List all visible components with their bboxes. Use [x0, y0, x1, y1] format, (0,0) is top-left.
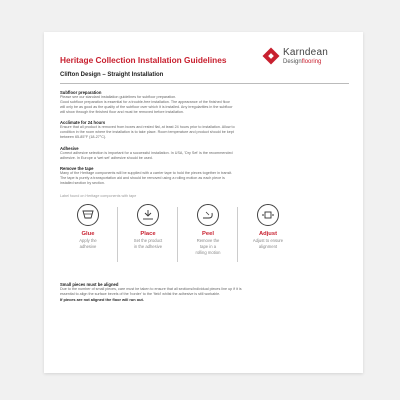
divider: [60, 83, 349, 84]
step-peel: [184, 204, 232, 255]
step-label: Place: [140, 231, 156, 237]
step-desc: alignment: [258, 244, 278, 249]
section-remove-tape: [60, 166, 352, 186]
section-heading: Subfloor preparation: [60, 90, 102, 95]
warning-text: If pieces are not aligned the floor will run out.: [60, 296, 144, 302]
section-line: The tape is purely a transportation aid and should be removed using a rolling motion as each piece is: [60, 175, 225, 180]
section-line: between 65-85°F (18-27°C).: [60, 134, 107, 139]
step-divider: [117, 207, 118, 262]
section-line: Correct adhesive selection is important for a successful installation. In USA, 'Dry Set' is the recommended: [60, 151, 233, 155]
section-heading: Adhesive: [60, 146, 79, 151]
section-line: condition in the room where the installation is to take place. Room temperature and product should be kept: [60, 129, 234, 134]
section-line: installed section by section.: [60, 180, 105, 185]
section-subfloor: [60, 90, 352, 115]
step-desc: Apply the: [79, 238, 97, 243]
section-heading: Remove the tape: [60, 166, 94, 171]
section-adhesive: [60, 146, 352, 161]
step-label: Glue: [81, 231, 95, 237]
tape-label-steps: [64, 204, 304, 274]
section-heading: Small pieces must be aligned: [60, 282, 119, 287]
logo-diamond-icon: [262, 47, 280, 65]
place-icon: [137, 204, 159, 226]
page-title: Heritage Collection Installation Guidelines: [60, 55, 227, 65]
section-heading: Acclimate for 24 hours: [60, 120, 106, 125]
section-line: Good subfloor preparation is essential for a trouble-free installation. The appearance of the finished floor: [60, 99, 230, 104]
section-line: essential to align the surface bevels of the 'border' to the 'field' whilst the adhesive is still workable.: [60, 291, 221, 296]
step-place: [124, 204, 172, 249]
step-divider: [237, 207, 238, 262]
step-divider: [177, 207, 178, 262]
section-line: Many of the Heritage components will be supplied with a carrier tape to hold the pieces together in transit.: [60, 171, 233, 175]
step-label: Peel: [202, 231, 214, 237]
section-line: will only be as good as the quality of the subfloor over which it is installed. Any irregularities in the subfloor: [60, 104, 233, 109]
step-desc: Adjust to ensure: [252, 238, 284, 243]
step-desc: tape in a: [199, 244, 217, 249]
step-glue: [64, 204, 112, 249]
section-small-pieces: [60, 282, 352, 302]
peel-icon: [197, 204, 219, 226]
step-label: Adjust: [258, 231, 278, 237]
step-desc: rolling motion: [195, 250, 221, 255]
section-acclimate: [60, 120, 352, 140]
logo-name: Karndean: [283, 47, 328, 58]
step-adjust: [244, 204, 292, 249]
step-desc: Remove the: [196, 238, 220, 243]
section-line: Due to the number of small pieces, care must be taken to ensure that all sections/individual pieces line up if it is: [60, 287, 242, 291]
step-desc: Set the product: [133, 238, 163, 243]
adjust-icon: [257, 204, 279, 226]
page-subtitle: Clifton Design – Straight Installation: [60, 72, 164, 78]
document-page: [44, 32, 363, 373]
section-line: adhesive. In Europe a 'wet set' adhesive should be used.: [60, 155, 153, 160]
step-desc: in the adhesive: [133, 244, 163, 249]
section-line: will show through the finished floor and must be removed before installation.: [60, 109, 185, 114]
section-line: Ensure that all product is removed from boxes and rested flat, at least 24 hours prior to installation. Allow to: [60, 125, 235, 129]
section-line: Please see our standard installation guidelines for subfloor preparation.: [60, 95, 177, 99]
brand-logo: [262, 47, 358, 73]
step-desc: adhesive: [79, 244, 97, 249]
glue-icon: [77, 204, 99, 226]
logo-tagline: Designflooring: [283, 59, 322, 65]
label-caption: Label found on Heritage components with tape: [60, 194, 137, 198]
